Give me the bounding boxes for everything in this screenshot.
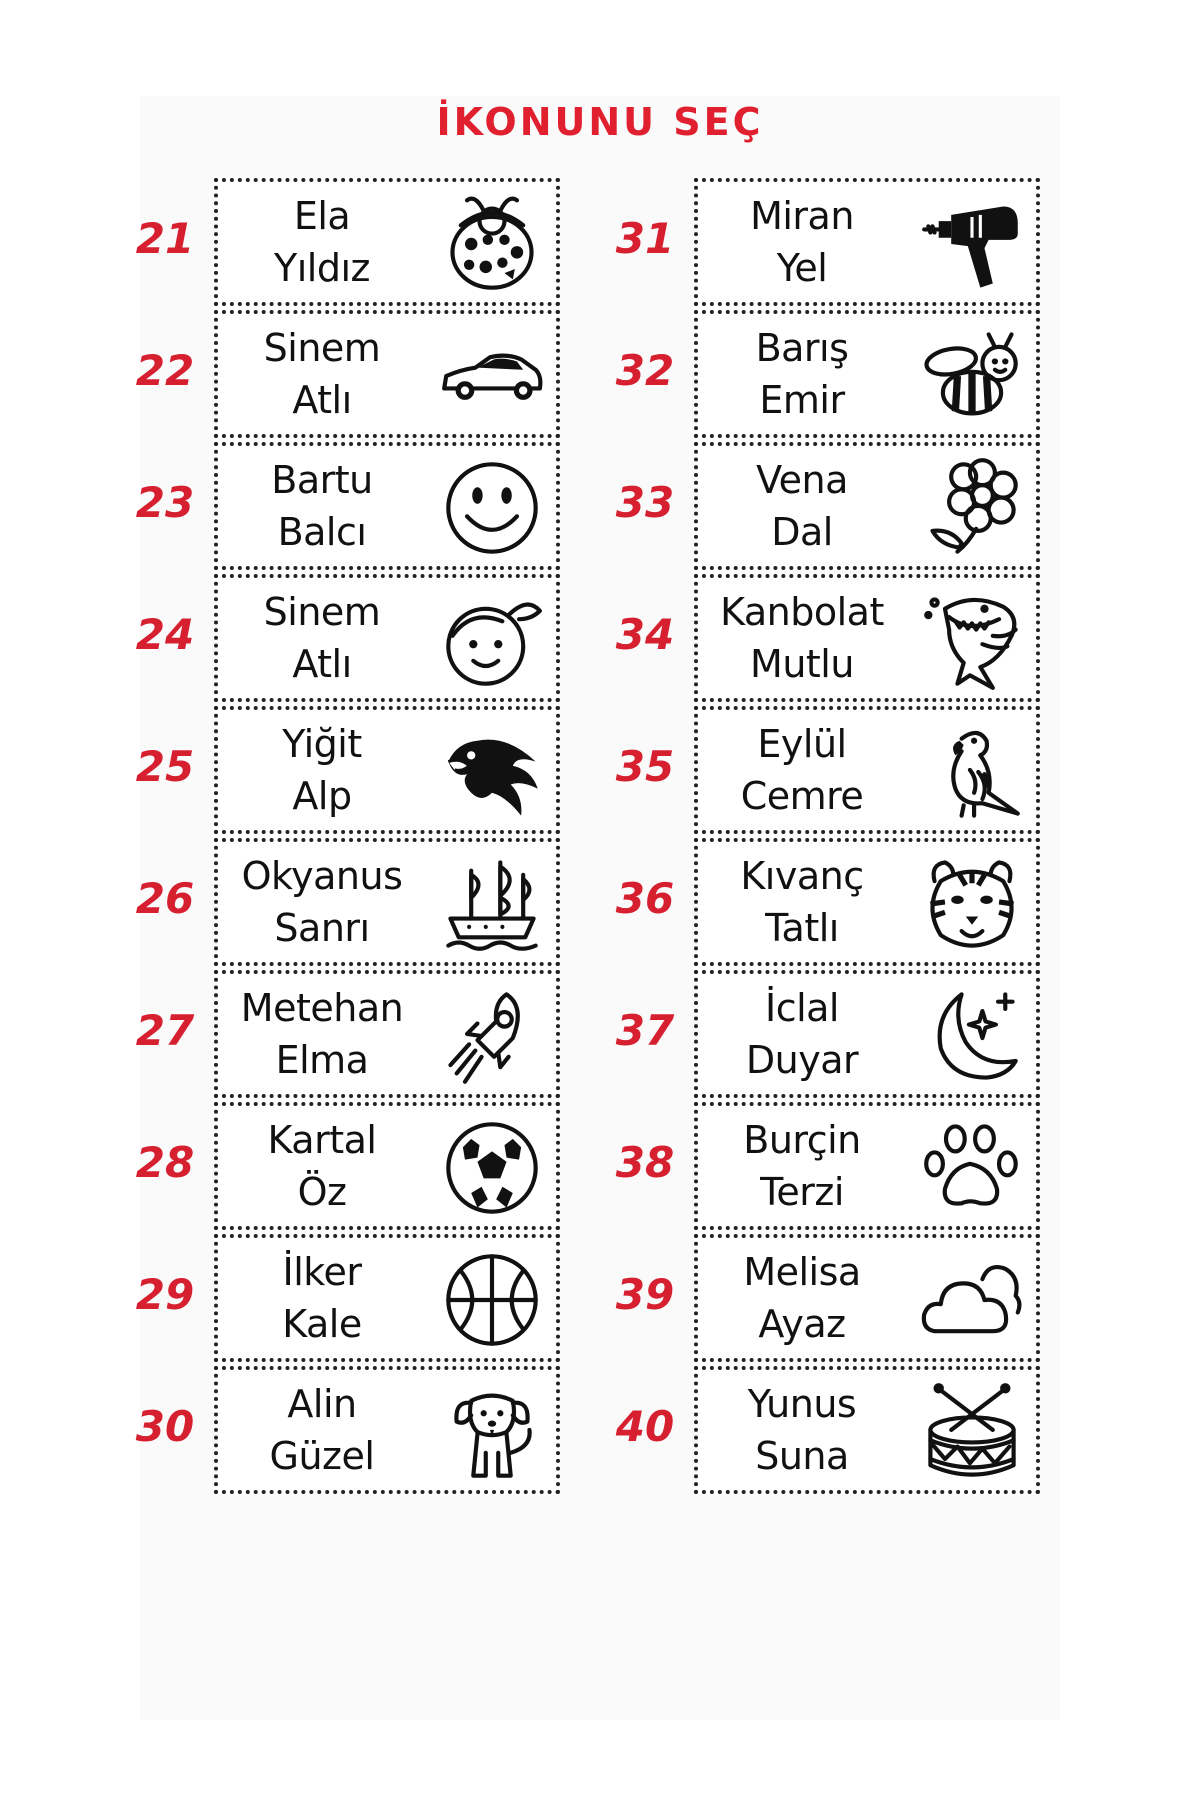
icon-number: 21 bbox=[135, 214, 195, 263]
last-name: Suna bbox=[755, 1434, 849, 1478]
name-block bbox=[218, 710, 426, 830]
last-name: Cemre bbox=[740, 774, 864, 818]
icon-number: 31 bbox=[615, 214, 675, 263]
icon-number: 38 bbox=[615, 1138, 675, 1187]
name-block bbox=[218, 974, 426, 1094]
icon-number: 33 bbox=[615, 478, 675, 527]
first-name: Yunus bbox=[747, 1382, 857, 1426]
name-icon-card[interactable] bbox=[214, 1366, 560, 1494]
last-name: Dal bbox=[771, 510, 833, 554]
name-block bbox=[218, 1238, 426, 1358]
first-name: Sinem bbox=[263, 326, 381, 370]
last-name: Kale bbox=[282, 1302, 362, 1346]
icon-number: 34 bbox=[615, 610, 675, 659]
first-name: İlker bbox=[282, 1250, 362, 1294]
name-icon-card[interactable] bbox=[214, 1102, 560, 1230]
parrot-icon bbox=[920, 720, 1024, 824]
name-icon-card[interactable] bbox=[694, 310, 1040, 438]
first-name: Kanbolat bbox=[720, 590, 884, 634]
name-block bbox=[218, 578, 426, 698]
last-name: Güzel bbox=[269, 1434, 375, 1478]
name-icon-card[interactable] bbox=[694, 706, 1040, 834]
last-name: Sanrı bbox=[274, 906, 370, 950]
name-icon-card[interactable] bbox=[694, 838, 1040, 966]
first-name: İclal bbox=[764, 986, 839, 1030]
page-title: İKONUNU SEÇ bbox=[436, 100, 764, 144]
name-icon-card[interactable] bbox=[214, 970, 560, 1098]
first-name: Burçin bbox=[743, 1118, 861, 1162]
name-icon-card[interactable] bbox=[694, 970, 1040, 1098]
first-name: Metehan bbox=[240, 986, 404, 1030]
name-block bbox=[698, 578, 906, 698]
name-block bbox=[698, 974, 906, 1094]
last-name: Öz bbox=[297, 1170, 347, 1214]
basketball-icon bbox=[440, 1248, 544, 1352]
last-name: Balcı bbox=[277, 510, 367, 554]
icon-number: 32 bbox=[615, 346, 675, 395]
rocket-icon bbox=[440, 984, 544, 1088]
name-block bbox=[698, 710, 906, 830]
name-block bbox=[698, 314, 906, 434]
name-block bbox=[218, 314, 426, 434]
first-name: Ela bbox=[293, 194, 351, 238]
icon-number: 27 bbox=[135, 1006, 195, 1055]
name-block bbox=[698, 446, 906, 566]
first-name: Barış bbox=[755, 326, 849, 370]
name-icon-card[interactable] bbox=[214, 1234, 560, 1362]
icon-number: 39 bbox=[615, 1270, 675, 1319]
car-icon bbox=[440, 324, 544, 428]
paw-icon bbox=[920, 1116, 1024, 1220]
last-name: Elma bbox=[275, 1038, 369, 1082]
icon-number: 26 bbox=[135, 874, 195, 923]
name-icon-card[interactable] bbox=[694, 1102, 1040, 1230]
last-name: Alp bbox=[292, 774, 352, 818]
name-block bbox=[218, 1106, 426, 1226]
drill-icon bbox=[920, 192, 1024, 296]
flower-icon bbox=[920, 456, 1024, 560]
name-icon-card[interactable] bbox=[694, 1234, 1040, 1362]
dog-icon bbox=[440, 1380, 544, 1484]
name-block bbox=[698, 182, 906, 302]
cloud-icon bbox=[920, 1248, 1024, 1352]
name-block bbox=[698, 1106, 906, 1226]
icon-number: 36 bbox=[615, 874, 675, 923]
last-name: Terzi bbox=[760, 1170, 844, 1214]
name-icon-card[interactable] bbox=[214, 838, 560, 966]
icon-number: 35 bbox=[615, 742, 675, 791]
name-icon-card[interactable] bbox=[214, 178, 560, 306]
name-block bbox=[218, 1370, 426, 1490]
last-name: Ayaz bbox=[758, 1302, 846, 1346]
last-name: Duyar bbox=[745, 1038, 859, 1082]
girl-face-icon bbox=[440, 588, 544, 692]
name-block bbox=[698, 1370, 906, 1490]
first-name: Alin bbox=[287, 1382, 357, 1426]
name-block bbox=[698, 1238, 906, 1358]
first-name: Vena bbox=[756, 458, 848, 502]
icon-number: 22 bbox=[135, 346, 195, 395]
name-block bbox=[218, 182, 426, 302]
last-name: Atlı bbox=[292, 642, 352, 686]
last-name: Mutlu bbox=[750, 642, 854, 686]
name-block bbox=[218, 446, 426, 566]
icon-number: 24 bbox=[135, 610, 195, 659]
name-icon-card[interactable] bbox=[214, 442, 560, 570]
icon-number: 40 bbox=[615, 1402, 675, 1451]
last-name: Tatlı bbox=[765, 906, 839, 950]
bee-icon bbox=[920, 324, 1024, 428]
last-name: Emir bbox=[759, 378, 845, 422]
first-name: Okyanus bbox=[241, 854, 403, 898]
icon-number: 23 bbox=[135, 478, 195, 527]
smiley-icon bbox=[440, 456, 544, 560]
soccer-ball-icon bbox=[440, 1116, 544, 1220]
first-name: Eylül bbox=[757, 722, 847, 766]
tiger-icon bbox=[920, 852, 1024, 956]
moon-star-icon bbox=[920, 984, 1024, 1088]
ladybug-icon bbox=[440, 192, 544, 296]
first-name: Sinem bbox=[263, 590, 381, 634]
last-name: Yel bbox=[776, 246, 828, 290]
first-name: Kartal bbox=[267, 1118, 377, 1162]
icon-number: 30 bbox=[135, 1402, 195, 1451]
last-name: Atlı bbox=[292, 378, 352, 422]
name-icon-card[interactable] bbox=[694, 1366, 1040, 1494]
first-name: Melisa bbox=[743, 1250, 861, 1294]
name-icon-card[interactable] bbox=[214, 574, 560, 702]
first-name: Miran bbox=[750, 194, 854, 238]
name-icon-card[interactable] bbox=[694, 574, 1040, 702]
name-block bbox=[218, 842, 426, 962]
drum-icon bbox=[920, 1380, 1024, 1484]
eagle-icon bbox=[440, 720, 544, 824]
name-icon-card[interactable] bbox=[214, 706, 560, 834]
name-block bbox=[698, 842, 906, 962]
first-name: Bartu bbox=[271, 458, 373, 502]
first-name: Yiğit bbox=[282, 722, 362, 766]
icon-number: 28 bbox=[135, 1138, 195, 1187]
icon-number: 25 bbox=[135, 742, 195, 791]
last-name: Yıldız bbox=[274, 246, 370, 290]
icon-number: 37 bbox=[615, 1006, 675, 1055]
icon-number: 29 bbox=[135, 1270, 195, 1319]
pirate-ship-icon bbox=[440, 852, 544, 956]
name-icon-card[interactable] bbox=[694, 442, 1040, 570]
name-icon-card[interactable] bbox=[694, 178, 1040, 306]
first-name: Kıvanç bbox=[740, 854, 864, 898]
name-icon-card[interactable] bbox=[214, 310, 560, 438]
shark-icon bbox=[920, 588, 1024, 692]
